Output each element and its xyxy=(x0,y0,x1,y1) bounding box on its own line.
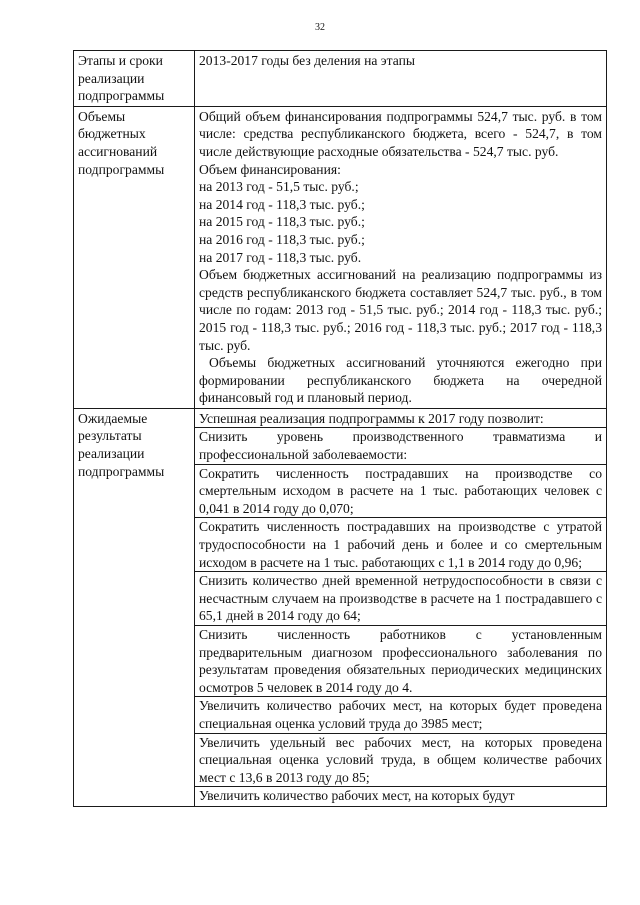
budget-year-2015: на 2015 год - 118,3 тыс. руб.; xyxy=(199,214,365,230)
row-content-results xyxy=(195,408,607,806)
row-label-stages: Этапы и сроки реализации подпрограммы xyxy=(74,51,195,107)
result-item: Снизить уровень производственного травматизма и профессиональной заболеваемости: xyxy=(195,427,606,463)
budget-total-paragraph: Общий объем финансирования подпрограммы 524,7 тыс. руб. в том числе: средства республиканского бюджета, всего - 524,7, в том числе действующие расходные обязательства - 524,7 тыс. руб. xyxy=(199,108,602,159)
budget-financing-heading: Объем финансирования: xyxy=(199,161,341,177)
budget-year-2016: на 2016 год - 118,3 тыс. руб.; xyxy=(199,231,365,247)
result-item: Сократить численность пострадавших на производстве со смертельным исходом в расчете на 1 тыс. работающих человек с 0,041 в 2014 году до 0,070; xyxy=(195,464,606,518)
result-item: Снизить численность работников с установленным предварительным диагнозом профессионального заболевания по результатам проведения обязательных периодических медицинских осмотров 5 человек в 2014 году до 4. xyxy=(195,625,606,696)
row-label-results: Ожидаемые результаты реализации подпрограммы xyxy=(74,408,195,806)
budget-clarification-paragraph: Объемы бюджетных ассигнований уточняются ежегодно при формировании республиканского бюджета на очередной финансовый год и плановый период. xyxy=(199,355,602,406)
result-item: Снизить количество дней временной нетрудоспособности в связи с несчастным случаем на производстве в расчете на 1 пострадавшего с 65,1 дней в 2014 году до 64; xyxy=(195,571,606,625)
table-row-results xyxy=(74,408,607,806)
budget-year-2017: на 2017 год - 118,3 тыс. руб. xyxy=(199,249,362,265)
row-label-budget: Объемы бюджетных ассигнований подпрограммы xyxy=(74,106,195,408)
result-item: Увеличить количество рабочих мест, на которых будут xyxy=(195,786,606,805)
row-content-stages xyxy=(195,51,607,107)
budget-year-2014: на 2014 год - 118,3 тыс. руб.; xyxy=(199,196,365,212)
table-row-stages xyxy=(74,51,607,107)
passport-table xyxy=(73,50,607,807)
budget-year-2013: на 2013 год - 51,5 тыс. руб.; xyxy=(199,179,359,195)
result-item: Увеличить удельный вес рабочих мест, на которых проведена специальная оценка условий труда, в общем количестве рабочих мест с 13,6 в 2013 году до 85; xyxy=(195,733,606,787)
page-number: 32 xyxy=(315,22,325,33)
stages-text: 2013-2017 годы без деления на этапы xyxy=(199,53,415,68)
result-item: Сократить численность пострадавших на производстве с утратой трудоспособности на 1 рабочий день и более и со смертельным исходом в расчете на 1 тыс. работающих с 1,1 в 2014 году до 0,96; xyxy=(195,517,606,571)
budget-by-years-paragraph: Объем бюджетных ассигнований на реализацию подпрограммы из средств республиканского бюджета составляет 524,7 тыс. руб., в том числе по годам: 2013 год - 51,5 тыс. руб.; 2014 год - 118,3 тыс. руб.; 2015 год - 118,3 тыс. руб.; 2016 год - 118,3 тыс. руб.; 2017 год - 118,3 тыс. руб. xyxy=(199,267,602,353)
table-row-budget xyxy=(74,106,607,408)
row-content-budget xyxy=(195,106,607,408)
result-item: Увеличить количество рабочих мест, на которых будет проведена специальная оценка условий труда до 3985 мест; xyxy=(195,696,606,732)
results-intro: Успешная реализация подпрограммы к 2017 году позволит: xyxy=(199,410,544,426)
